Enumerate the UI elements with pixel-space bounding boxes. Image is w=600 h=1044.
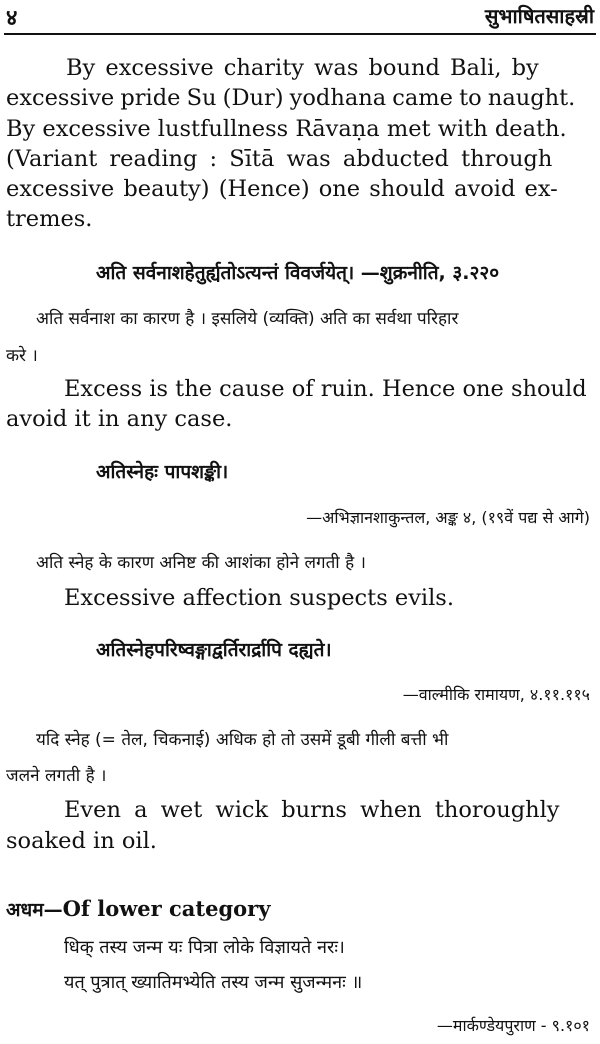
verse1-hindi-line-1: अति सर्वनाश का कारण है । इसलिये (व्यक्ति) अति का सर्वथा परिहार xyxy=(36,309,459,329)
header-rule xyxy=(4,33,596,35)
verse2-source: —अभिज्ञानशाकुन्तल, अङ्क ४, (१९वें पद्य से आगे) xyxy=(306,508,590,527)
verse1-english-line-1: Excess is the cause of ruin. Hence one should xyxy=(64,376,587,402)
para1-line-4: (Variant reading : Sītā was abducted through xyxy=(6,146,553,172)
verse2-english: Excessive affection suspects evils. xyxy=(64,585,455,611)
para1-line-3: By excessive lustfullness Rāvaṇa met with death. xyxy=(6,116,567,142)
para1-line-2: excessive pride Su (Dur) yodhana came to naught. xyxy=(6,85,576,111)
section-heading-english: Of lower category xyxy=(62,896,271,921)
verse1-hindi-line-2: करे । xyxy=(6,346,38,366)
running-title: सुभाषितसाहस्री xyxy=(484,4,594,28)
page-number: ४ xyxy=(6,6,18,31)
section-verse-line-2: यत् पुत्रात् ख्यातिमभ्येति तस्य जन्म सुजन्मनः ॥ xyxy=(64,972,363,993)
verse3-english-line-2: soaked in oil. xyxy=(6,828,157,854)
para1-line-6: tremes. xyxy=(6,206,93,232)
para1-line-1: By excessive charity was bound Bali, by xyxy=(66,55,539,81)
verse1-english-line-2: avoid it in any case. xyxy=(6,406,233,432)
para1-line-5: excessive beauty) (Hence) one should avoid ex- xyxy=(6,176,558,202)
verse2-sanskrit: अतिस्नेहः पापशङ्की। xyxy=(96,461,229,483)
verse3-sanskrit: अतिस्नेहपरिष्वङ्गाद्वर्तिरार्द्रापि दह्यते। xyxy=(96,639,332,661)
section-verse-line-1: धिक् तस्य जन्म यः पित्रा लोके विज्ञायते नरः। xyxy=(64,937,345,958)
verse2-hindi: अति स्नेह के कारण अनिष्ट की आशंका होने लगती है । xyxy=(36,553,366,573)
verse3-hindi-line-2: जलने लगती है । xyxy=(6,766,107,786)
section-source: —मार्कण्डेयपुराण - ९.१०१ xyxy=(436,1016,590,1035)
section-heading xyxy=(6,896,270,922)
verse3-english-line-1: Even a wet wick burns when thoroughly xyxy=(64,797,560,823)
verse1-sanskrit: अति सर्वनाशहेतुर्ह्यतोऽत्यन्तं विवर्जयेत्। —शुक्रनीति, ३.२२० xyxy=(96,262,500,284)
verse3-hindi-line-1: यदि स्नेह (= तेल, चिकनाई) अधिक हो तो उसमें डूबी गीली बत्ती भी xyxy=(36,730,449,750)
section-heading-hindi: अधम— xyxy=(6,899,63,921)
verse3-source: —वाल्मीकि रामायण, ४.११.११५ xyxy=(402,685,590,704)
